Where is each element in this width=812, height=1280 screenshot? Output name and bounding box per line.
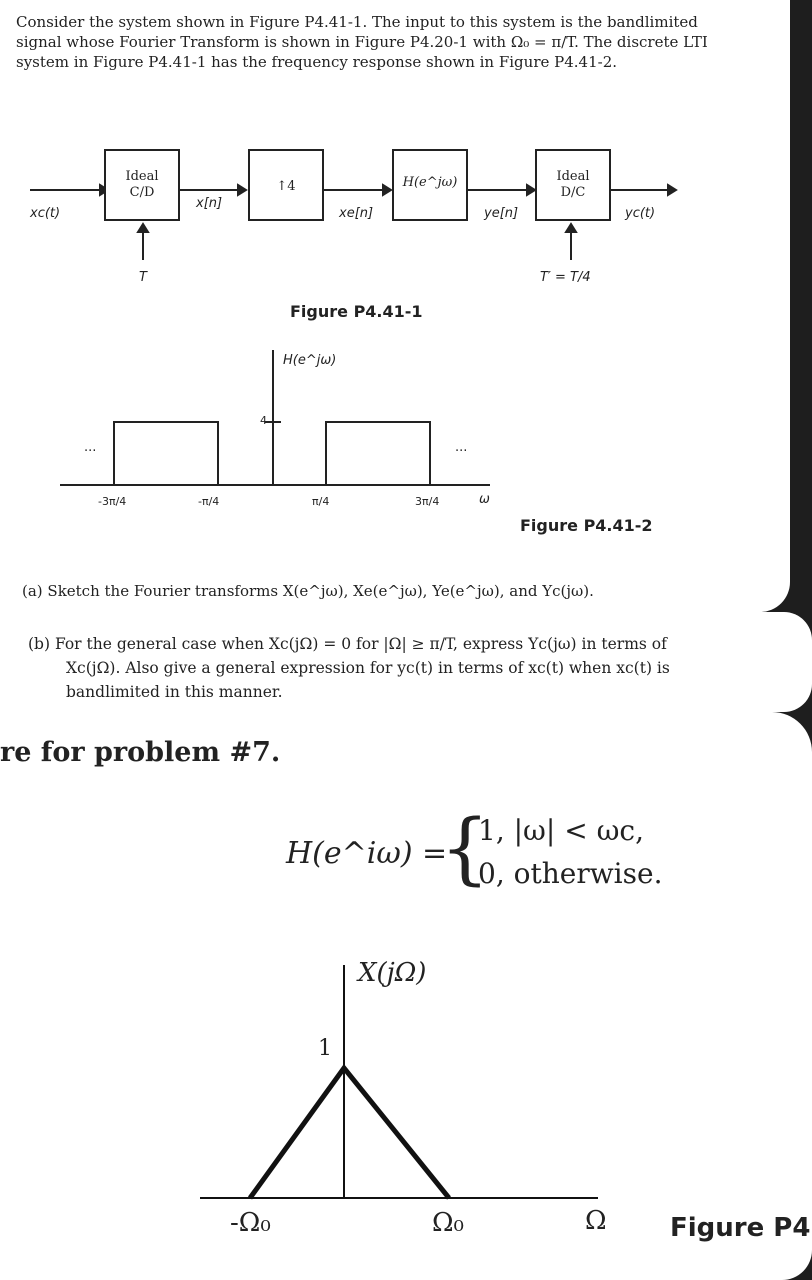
part-b: [28, 632, 788, 704]
right-ellipsis: ...: [455, 440, 468, 455]
input-spectrum-plot: [0, 950, 812, 1250]
upsampler-box: ↑4: [248, 149, 324, 221]
figure-caption-3: Figure P4: [670, 1213, 811, 1243]
omega0-label: Ω₀: [432, 1208, 464, 1238]
spectrum-ylabel: X(jΩ): [358, 958, 427, 988]
part-b-line1: (b) For the general case when Xc(jΩ) = 0 for |Ω| ≥ π/T, express Yc(jω) in terms of: [28, 635, 667, 653]
x-label: x[n]: [196, 196, 223, 211]
freq-ylabel: H(e^jω): [283, 353, 337, 368]
left-ellipsis: ...: [84, 440, 97, 455]
dc-param: T′ = T/4: [540, 270, 591, 285]
omega-label: ω: [479, 492, 490, 507]
tick-neg-pi-4: -π/4: [198, 495, 220, 508]
lowpass-case2: 0, otherwise.: [478, 857, 663, 890]
triangle-spectrum: [250, 1068, 449, 1198]
freq-response-plot: [0, 340, 812, 540]
figure-caption-1: Figure P4.41-1: [290, 302, 423, 321]
filter-box: H(e^jω): [392, 149, 468, 221]
output-label: yc(t): [625, 206, 656, 221]
passband-left: [114, 422, 218, 485]
ideal-cd-box: Ideal C/D: [104, 149, 180, 221]
tick-neg-3pi-4: -3π/4: [98, 495, 127, 508]
ye-label: ye[n]: [484, 206, 519, 221]
ideal-dc-box: Ideal D/C: [535, 149, 611, 221]
tick-pi-4: π/4: [312, 495, 330, 508]
tick-3pi-4: 3π/4: [415, 495, 440, 508]
part-b-line3: bandlimited in this manner.: [66, 683, 283, 701]
neg-omega0-label: -Ω₀: [230, 1208, 271, 1238]
part-b-line2: Xc(jΩ). Also give a general expression for yc(t) in terms of xc(t) when xc(t) is: [66, 659, 670, 677]
part-a: (a) Sketch the Fourier transforms X(e^jω), Xe(e^jω), Ye(e^jω), and Yc(jω).: [22, 582, 594, 600]
gain-label: 4: [260, 414, 267, 427]
lowpass-case1: 1, |ω| < ωc,: [478, 814, 644, 847]
axis-omega-label: Ω: [585, 1206, 607, 1236]
lowpass-lhs: H(e^iω) =: [286, 836, 448, 871]
input-label: xc(t): [30, 206, 61, 221]
passband-right: [326, 422, 430, 485]
peak-label: 1: [318, 1036, 332, 1061]
problem-statement: Consider the system shown in Figure P4.41-1. The input to this system is the bandlimited signal whose Fourier Transform is shown in Figure P4.20-1 with Ω₀ = π/T. The discrete LTI system in Figure P4.41-1 has the frequency response shown in Figure P4.41-2.: [16, 13, 708, 71]
problem-heading: re for problem #7.: [0, 737, 281, 768]
brace: {: [440, 804, 490, 894]
figure-caption-2: Figure P4.41-2: [520, 516, 653, 535]
xe-label: xe[n]: [339, 206, 374, 221]
cd-param: T: [139, 270, 147, 285]
